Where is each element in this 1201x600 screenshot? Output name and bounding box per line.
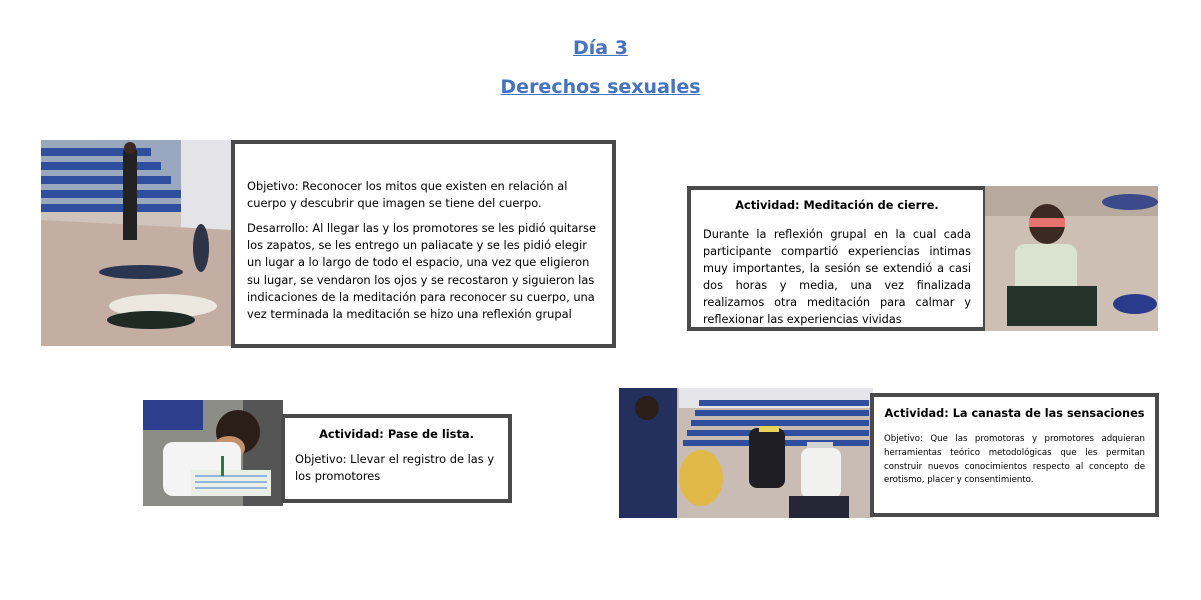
card-meditacion-cierre xyxy=(687,186,987,331)
photo-canasta-sensaciones xyxy=(619,388,873,518)
card-desarrollo-text: Desarrollo: Al llegar las y los promotores se les pidió quitarse los zapatos, se les entrego un paliacate y se les pidió elegir un lugar a lo largo de todo el espacio, una vez que eligieron su lugar, se vendaron los ojos y se recostaron y siguieron las indicaciones de la meditación para reconocer su cuerpo, una vez terminada la meditación se hizo una reflexión grupal xyxy=(247,221,596,321)
card-activity-title: Actividad: La canasta de las sensaciones xyxy=(884,407,1145,420)
card-description-text: Durante la reflexión grupal en la cual cada participante compartió experiencias intimas muy importantes, la sesión se extendió a casi dos horas y media, una vez finalizada realizamos otra meditación para calmar y reflexionar las experiencias vividas xyxy=(703,227,971,326)
photo-attendance-writing xyxy=(143,400,283,506)
card-reconocer-cuerpo xyxy=(231,140,616,348)
card-pase-de-lista xyxy=(281,414,512,503)
section-title: Derechos sexuales xyxy=(500,76,701,98)
card-objetivo-text: Objetivo: Que las promotoras y promotores adquieran herramientas teórico metodológicas que les permitan construir nuevos conocimientos respecto al concepto de erotismo, placer y consentimiento. xyxy=(884,434,1145,486)
card-objetivo-text: Objetivo: Llevar el registro de las y los promotores xyxy=(295,452,495,484)
card-objetivo-text: Objetivo: Reconocer los mitos que existen en relación al cuerpo y descubrir que imagen se tiene del cuerpo. xyxy=(247,179,568,211)
card-canasta-sensaciones xyxy=(870,393,1159,517)
card-activity-title: Actividad: Pase de lista. xyxy=(319,427,474,441)
day-title: Día 3 xyxy=(573,37,628,59)
photo-floor-meditation xyxy=(41,140,233,346)
photo-blindfolded-participant xyxy=(985,186,1158,331)
card-activity-title: Actividad: Meditación de cierre. xyxy=(735,199,939,212)
